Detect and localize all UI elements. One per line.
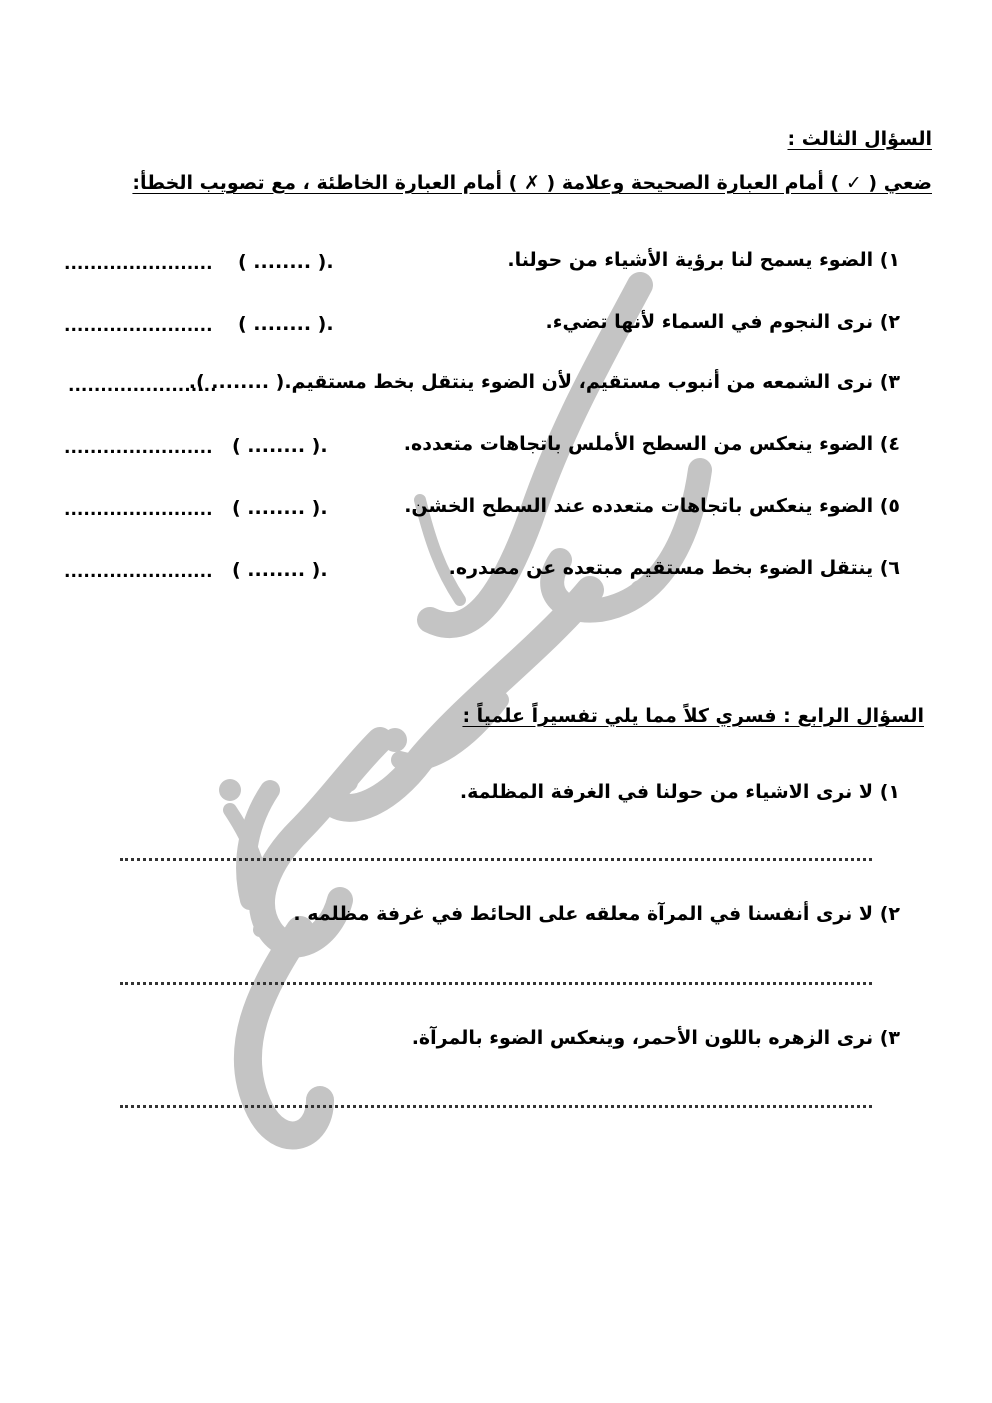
q3-item-3-correction[interactable]: ....................... [68, 376, 217, 396]
q4-item-2-text: ٢) لا نرى أنفسنا في المرآة معلقه على الحائط في غرفة مظلمه . [293, 903, 900, 925]
watermark-stroke [330, 590, 590, 808]
q4-item-2-answer-line[interactable] [120, 982, 872, 985]
q3-item-4-correction[interactable]: ....................... [64, 438, 213, 458]
q4-item-1-answer-line[interactable] [120, 858, 872, 861]
q3-item-2-text: ٢) نرى النجوم في السماء لأنها تضيء. [545, 311, 900, 333]
q3-item-5-correction[interactable]: ....................... [64, 500, 213, 520]
q3-item-6-correction[interactable]: ....................... [64, 562, 213, 582]
q3-item-4-text: ٤) الضوء ينعكس من السطح الأملس باتجاهات متعدده. [403, 433, 900, 455]
watermark-stroke [246, 790, 270, 900]
q3-item-2-correction[interactable]: ....................... [64, 316, 213, 336]
q3-item-6-blank[interactable]: ( ........ ). [232, 559, 328, 581]
q3-item-1-correction[interactable]: ....................... [64, 254, 213, 274]
q3-item-5-text: ٥) الضوء ينعكس باتجاهات متعدده عند السطح الخشن. [404, 495, 900, 517]
q4-item-3-text: ٣) نرى الزهره باللون الأحمر، وينعكس الضوء بالمرآة. [411, 1027, 900, 1049]
q4-item-3-answer-line[interactable] [120, 1105, 872, 1108]
q3-item-1-text: ١) الضوء يسمح لنا برؤية الأشياء من حولنا. [507, 249, 900, 271]
q3-item-4-blank[interactable]: ( ........ ). [232, 435, 328, 457]
q3-item-6-text: ٦) ينتقل الضوء بخط مستقيم مبتعده عن مصدره. [448, 557, 900, 579]
watermark-stroke [230, 810, 263, 930]
q3-item-1-blank[interactable]: ( ........ ). [238, 251, 334, 273]
question-4-title: السؤال الرابع : فسري كلاً مما يلي تفسيراً علمياً : [462, 705, 924, 727]
question-3-instruction: ضعي ( ✓ ) أمام العبارة الصحيحة وعلامة ( ✗ ) أمام العبارة الخاطئة ، مع تصويب الخطأ: [132, 172, 932, 194]
q3-item-5-blank[interactable]: ( ........ ). [232, 497, 328, 519]
q3-item-2-blank[interactable]: ( ........ ). [238, 313, 334, 335]
q4-item-1-text: ١) لا نرى الاشياء من حولنا في الغرفة المظلمة. [459, 781, 900, 803]
watermark-stroke [552, 470, 700, 611]
q3-item-3-text: ٣) نرى الشمعه من أنبوب مستقيم، لأن الضوء ينتقل بخط مستقيم.( ........ ). [188, 371, 900, 393]
question-3-title: السؤال الثالث : [787, 128, 932, 150]
